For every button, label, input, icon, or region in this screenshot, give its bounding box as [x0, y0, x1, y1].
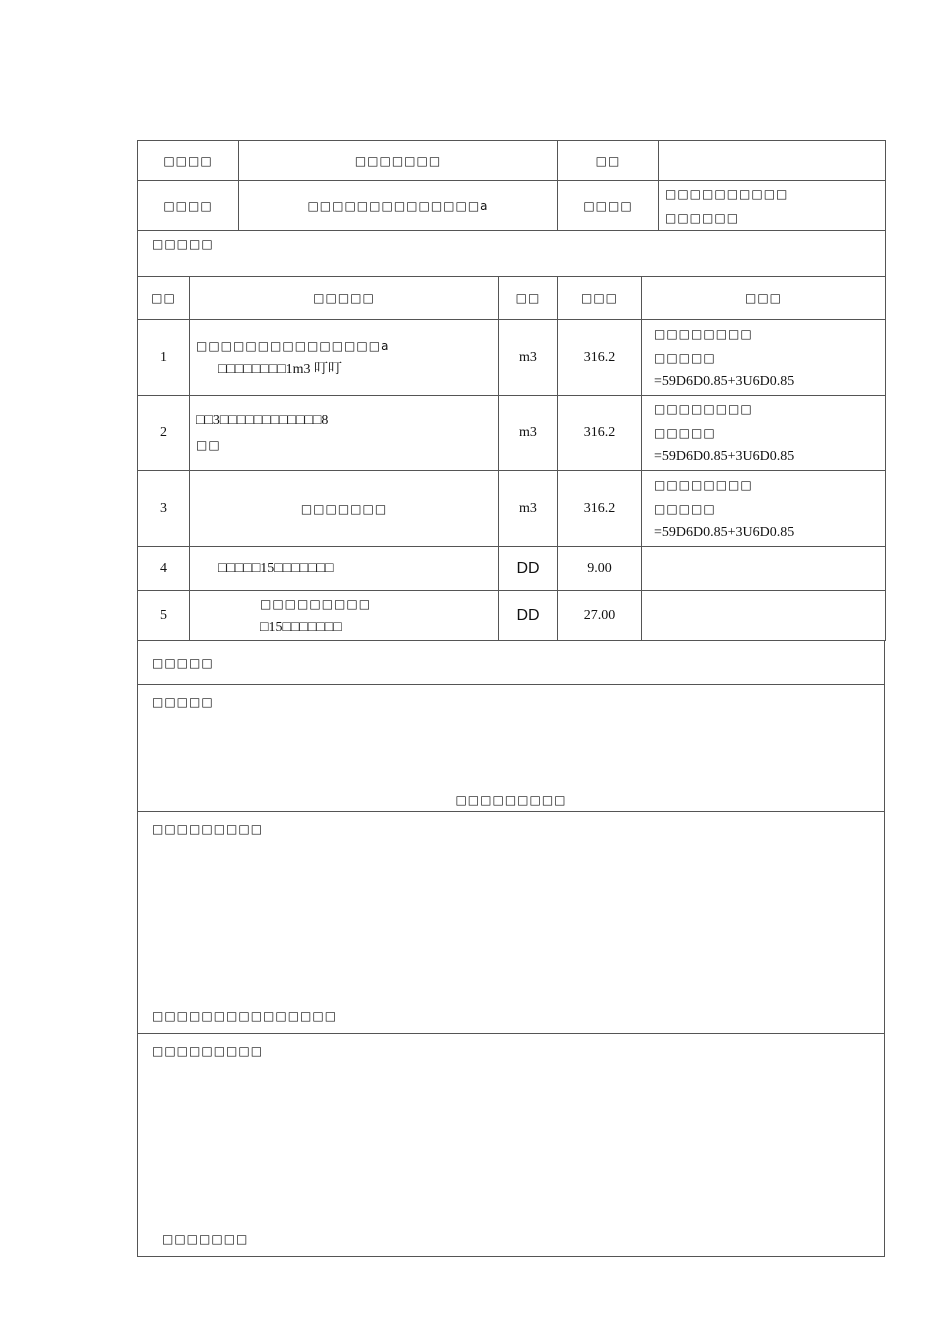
- items-table: [137, 276, 886, 641]
- row-no: 2: [138, 396, 190, 471]
- row-unit: DD: [499, 591, 558, 641]
- table-row: [138, 396, 886, 471]
- section-2: [138, 685, 885, 812]
- row-name-line2: □15□□□□□□□: [260, 619, 342, 635]
- col-header-unit: □□: [499, 277, 558, 320]
- section-3-footer: □□□□□□□□□□□□□□□: [152, 1009, 338, 1023]
- row-name: □□□□□15□□□□□□□: [190, 547, 499, 591]
- row-calc: [642, 396, 886, 471]
- header-table: [137, 140, 886, 277]
- row-unit: m3: [499, 320, 558, 396]
- form-sheet: [137, 140, 885, 1257]
- col-header-name: □□□□□: [190, 277, 499, 320]
- header-value-4: [659, 181, 886, 231]
- row-name: [190, 396, 499, 471]
- section-4: [138, 1034, 885, 1257]
- section-2-label: □□□□□: [152, 695, 214, 709]
- col-header-qty: □□□: [558, 277, 642, 320]
- header-value-4-line2: □□□□□□: [665, 210, 740, 225]
- row-no: 5: [138, 591, 190, 641]
- row-no: 3: [138, 471, 190, 547]
- items-header-row: [138, 277, 886, 320]
- header-value-1: □□□□□□□: [239, 141, 558, 181]
- section-4-label: □□□□□□□□□: [152, 1044, 264, 1058]
- row-name-line2: □□: [196, 438, 221, 452]
- header-remark-label: □□□□□: [138, 231, 886, 277]
- section-1-label: □□□□□: [138, 641, 885, 685]
- row-calc-line2: □□□□□: [654, 426, 716, 440]
- row-calc-line1: □□□□□□□□: [654, 326, 753, 341]
- row-calc: [642, 547, 886, 591]
- row-qty: 9.00: [558, 547, 642, 591]
- row-calc-line2: □□□□□: [654, 501, 716, 516]
- row-calc-line1: □□□□□□□□: [654, 477, 753, 492]
- section-3-label: □□□□□□□□□: [152, 822, 264, 836]
- row-qty: 316.2: [558, 396, 642, 471]
- header-label-4: □□□□: [558, 181, 659, 231]
- row-calc-line3: =59D6D0.85+3U6D0.85: [654, 373, 795, 389]
- row-calc-line2: □□□□□: [654, 350, 716, 365]
- sections-table: [137, 640, 885, 1257]
- section-3: [138, 812, 885, 1034]
- row-calc: [642, 591, 886, 641]
- row-name-line1: □□□□□□□□□□□□□□□a: [196, 338, 390, 353]
- row-no: 4: [138, 547, 190, 591]
- row-calc-line3: =59D6D0.85+3U6D0.85: [654, 449, 795, 464]
- row-name-line2: □□□□□□□□1m3 叮叮: [218, 361, 343, 377]
- row-calc-line1: □□□□□□□□: [654, 402, 753, 416]
- row-qty: 316.2: [558, 471, 642, 547]
- row-unit: m3: [499, 471, 558, 547]
- col-header-no: □□: [138, 277, 190, 320]
- row-name: [190, 320, 499, 396]
- row-calc-line3: =59D6D0.85+3U6D0.85: [654, 524, 795, 540]
- row-qty: 316.2: [558, 320, 642, 396]
- col-header-calc: □□□: [642, 277, 886, 320]
- row-calc: [642, 471, 886, 547]
- header-label-2: □□: [558, 141, 659, 181]
- table-row: [138, 547, 886, 591]
- row-name: [190, 591, 499, 641]
- row-no: 1: [138, 320, 190, 396]
- row-qty: 27.00: [558, 591, 642, 641]
- header-label-1: □□□□: [138, 141, 239, 181]
- row-name-line1: □□3□□□□□□□□□□□□8: [196, 413, 329, 428]
- row-calc: [642, 320, 886, 396]
- row-unit: DD: [499, 547, 558, 591]
- header-value-3: □□□□□□□□□□□□□□a: [239, 181, 558, 231]
- section-4-footer: □□□□□□□: [162, 1232, 249, 1246]
- row-unit: m3: [499, 396, 558, 471]
- section-2-footer: □□□□□□□□□: [455, 793, 567, 807]
- table-row: [138, 591, 886, 641]
- header-label-3: □□□□: [138, 181, 239, 231]
- table-row: [138, 320, 886, 396]
- table-row: [138, 471, 886, 547]
- row-name: □□□□□□□: [190, 471, 499, 547]
- header-value-4-line1: □□□□□□□□□□: [665, 186, 789, 201]
- row-name-line1: □□□□□□□□□: [260, 596, 372, 611]
- header-value-2: [659, 141, 886, 181]
